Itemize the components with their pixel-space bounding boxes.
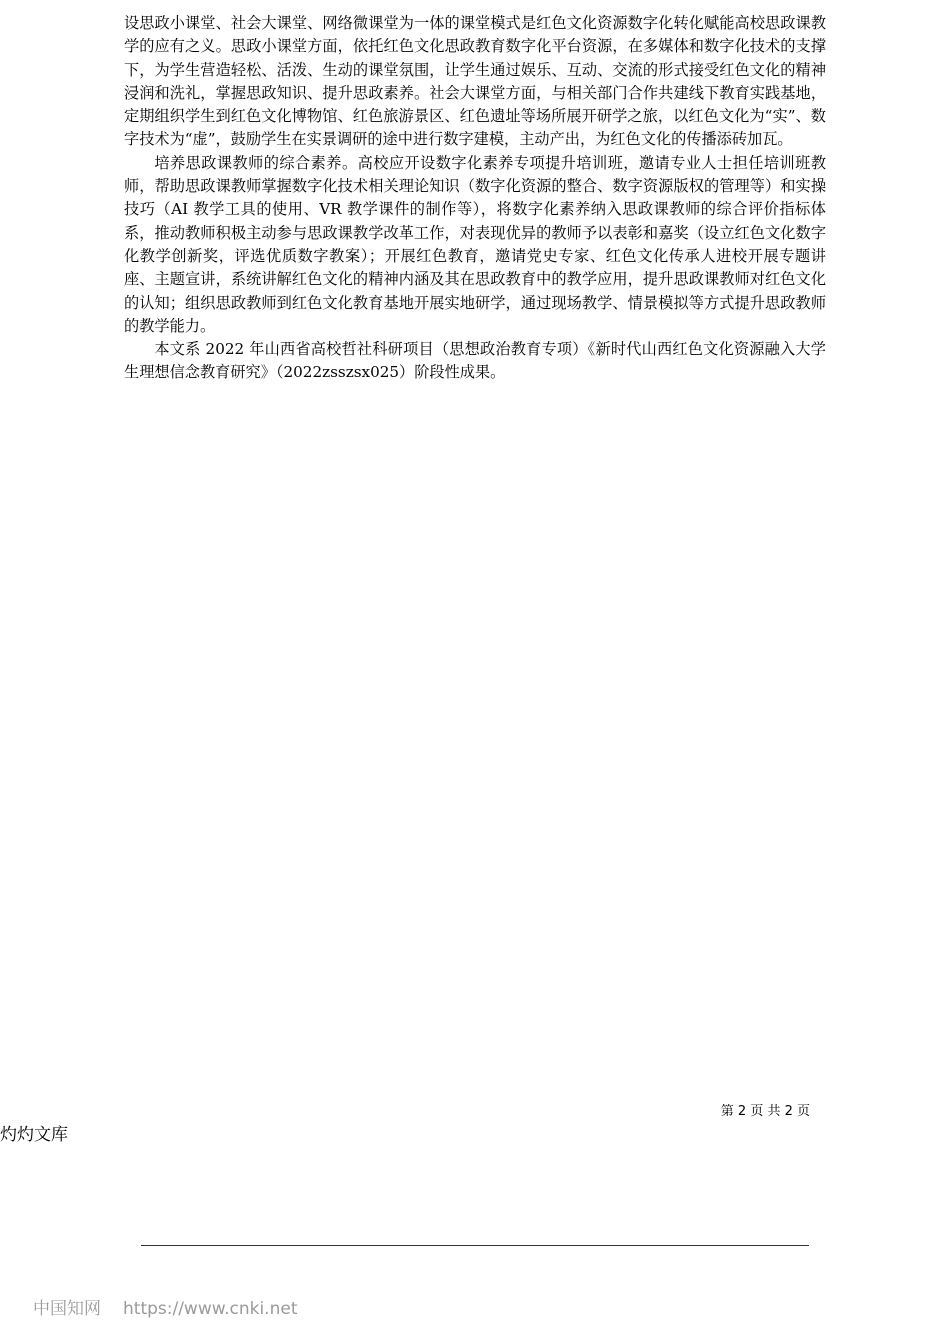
body-paragraph: 培养思政课教师的综合素养。高校应开设数字化素养专项提升培训班，邀请专业人士担任培训班教师，帮助思政课教师掌握数字化技术相关理论知识（数字化资源的整合、数字资源版权的管理等）和实操技巧（AI 教学工具的使用、VR 教学课件的制作等），将数字化素养纳入思政课教师的综合评价指标体系，推动教师积极主动参与思政课教学改革工作，对表现优异的教师予以表彰和嘉奖（设立红色文化数字化教学创新奖，评选优质数字教案）；开展红色教育，邀请党史专家、红色文化传承人进校开展专题讲座、主题宣讲，系统讲解红色文化的精神内涵及其在思政教育中的教学应用，提升思政课教师对红色文化的认知；组织思政教师到红色文化教育基地开展实地研学，通过现场教学、情景模拟等方式提升思政教师的教学能力。 xyxy=(124,153,826,335)
footer-divider xyxy=(141,1245,809,1246)
library-name: 灼灼文库 xyxy=(0,1125,68,1145)
page-number: 第 2 页 共 2 页 xyxy=(720,1104,810,1119)
footer-url-link[interactable]: https://www.cnki.net xyxy=(123,1299,298,1319)
footer-brand: 中国知网 xyxy=(33,1299,101,1319)
body-paragraph: 设思政小课堂、社会大课堂、网络微课堂为一体的课堂模式是红色文化资源数字化转化赋能高校思政课教学的应有之义。思政小课堂方面，依托红色文化思政教育数字化平台资源，在多媒体和数字化技术的支撑下，为学生营造轻松、活泼、生动的课堂氛围，让学生通过娱乐、互动、交流的形式接受红色文化的精神浸润和洗礼，掌握思政知识、提升思政素养。社会大课堂方面，与相关部门合作共建线下教育实践基地，定期组织学生到红色文化博物馆、红色旅游景区、红色遗址等场所展开研学之旅，以红色文化为“实”、数字技术为“虚”，鼓励学生在实景调研的途中进行数字建模，主动产出，为红色文化的传播添砖加瓦。 xyxy=(124,14,826,149)
footer xyxy=(33,1294,297,1319)
document-body xyxy=(124,12,826,385)
funding-note: 本文系 2022 年山西省高校哲社科研项目（思想政治教育专项）《新时代山西红色文化资源融入大学生理想信念教育研究》（2022zsszsx025）阶段性成果。 xyxy=(124,340,826,382)
